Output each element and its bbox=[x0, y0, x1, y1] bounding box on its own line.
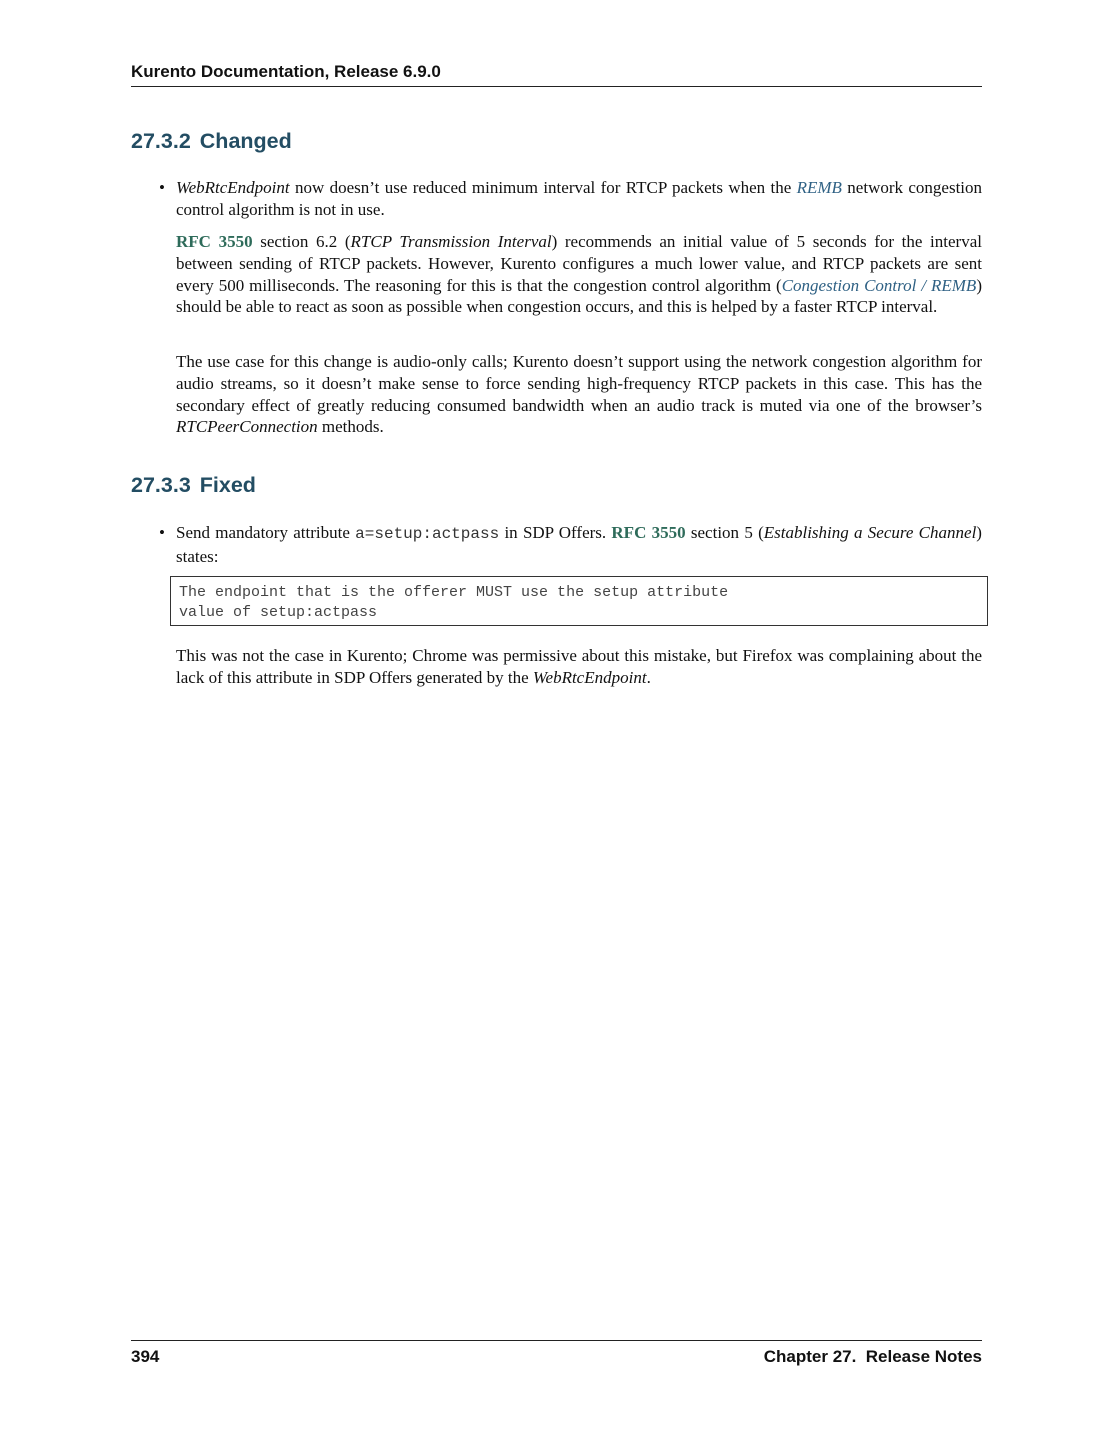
changed-paragraph-rtcp-interval: RFC 3550 section 6.2 (RTCP Transmission Interval) recommends an initial value of 5 seconds for the interval between sending of RTCP packets. However, Kurento configures a much lower value, and RTCP packets are sent every 500 milliseconds. The reasoning for this is that the congestion control algorithm (Congestion Control / REMB) should be able to react as soon as possible when congestion occurs, and this is helped by a faster RTCP interval. bbox=[176, 232, 982, 317]
rtcpeerconnection-term: RTCPeerConnection bbox=[176, 417, 318, 437]
chapter-title: Chapter 27. Release Notes bbox=[763, 1347, 982, 1366]
bullet: • bbox=[159, 178, 165, 197]
rfc-3550-link[interactable]: RFC 3550 bbox=[611, 523, 686, 542]
code-block bbox=[170, 576, 988, 626]
congestion-control-remb-link[interactable]: Congestion Control / REMB bbox=[781, 275, 977, 295]
changed-list-item bbox=[159, 177, 983, 221]
section-number: 27.3.2 bbox=[131, 129, 191, 153]
running-footer bbox=[131, 1340, 982, 1366]
rfc-3550-link[interactable]: RFC 3550 bbox=[176, 232, 253, 251]
remb-link[interactable]: REMB bbox=[796, 178, 842, 197]
section-heading-fixed bbox=[131, 472, 256, 498]
code-line: The endpoint that is the offerer MUST use the setup attribute bbox=[179, 584, 729, 601]
changed-paragraph-audio-use-case: The use case for this change is audio-only calls; Kurento doesn’t support using the network congestion algorithm for audio streams, so it doesn’t make sense to force sending high-frequency RTCP packets in this case. This has the secondary effect of greatly reducing consumed bandwidth when an audio track is muted via one of the browser’s RTCPeerConnection methods. bbox=[176, 352, 982, 437]
section-title: Fixed bbox=[199, 473, 256, 497]
page-number: 394 bbox=[131, 1347, 160, 1366]
changed-item-paragraph: WebRtcEndpoint now doesn’t use reduced minimum interval for RTCP packets when the REMB network congestion control algorithm is not in use. bbox=[176, 178, 983, 219]
document-title: Kurento Documentation, Release 6.9.0 bbox=[131, 62, 441, 81]
webrtcendpoint-term: WebRtcEndpoint bbox=[176, 178, 290, 197]
establishing-secure-channel-term: Establishing a Secure Channel bbox=[763, 523, 977, 542]
rtcp-transmission-interval-term: RTCP Transmission Interval bbox=[350, 232, 552, 251]
fixed-paragraph-kurento-case: This was not the case in Kurento; Chrome was permissive about this mistake, but Firefox was complaining about the lack of this attribute in SDP Offers generated by the WebRtcEndpoint. bbox=[176, 646, 982, 687]
section-number: 27.3.3 bbox=[131, 473, 191, 497]
bullet: • bbox=[159, 523, 165, 542]
webrtcendpoint-term: WebRtcEndpoint bbox=[532, 667, 647, 687]
section-title: Changed bbox=[199, 129, 292, 153]
setup-attribute-code: a=setup:actpass bbox=[355, 525, 500, 543]
running-header bbox=[131, 62, 982, 87]
section-heading-changed bbox=[131, 128, 292, 154]
code-line: value of setup:actpass bbox=[179, 604, 378, 621]
fixed-list-item: • Send mandatory attribute a=setup:actpass in SDP Offers. RFC 3550 section 5 (Establishing a Secure Channel) states: bbox=[159, 523, 982, 566]
